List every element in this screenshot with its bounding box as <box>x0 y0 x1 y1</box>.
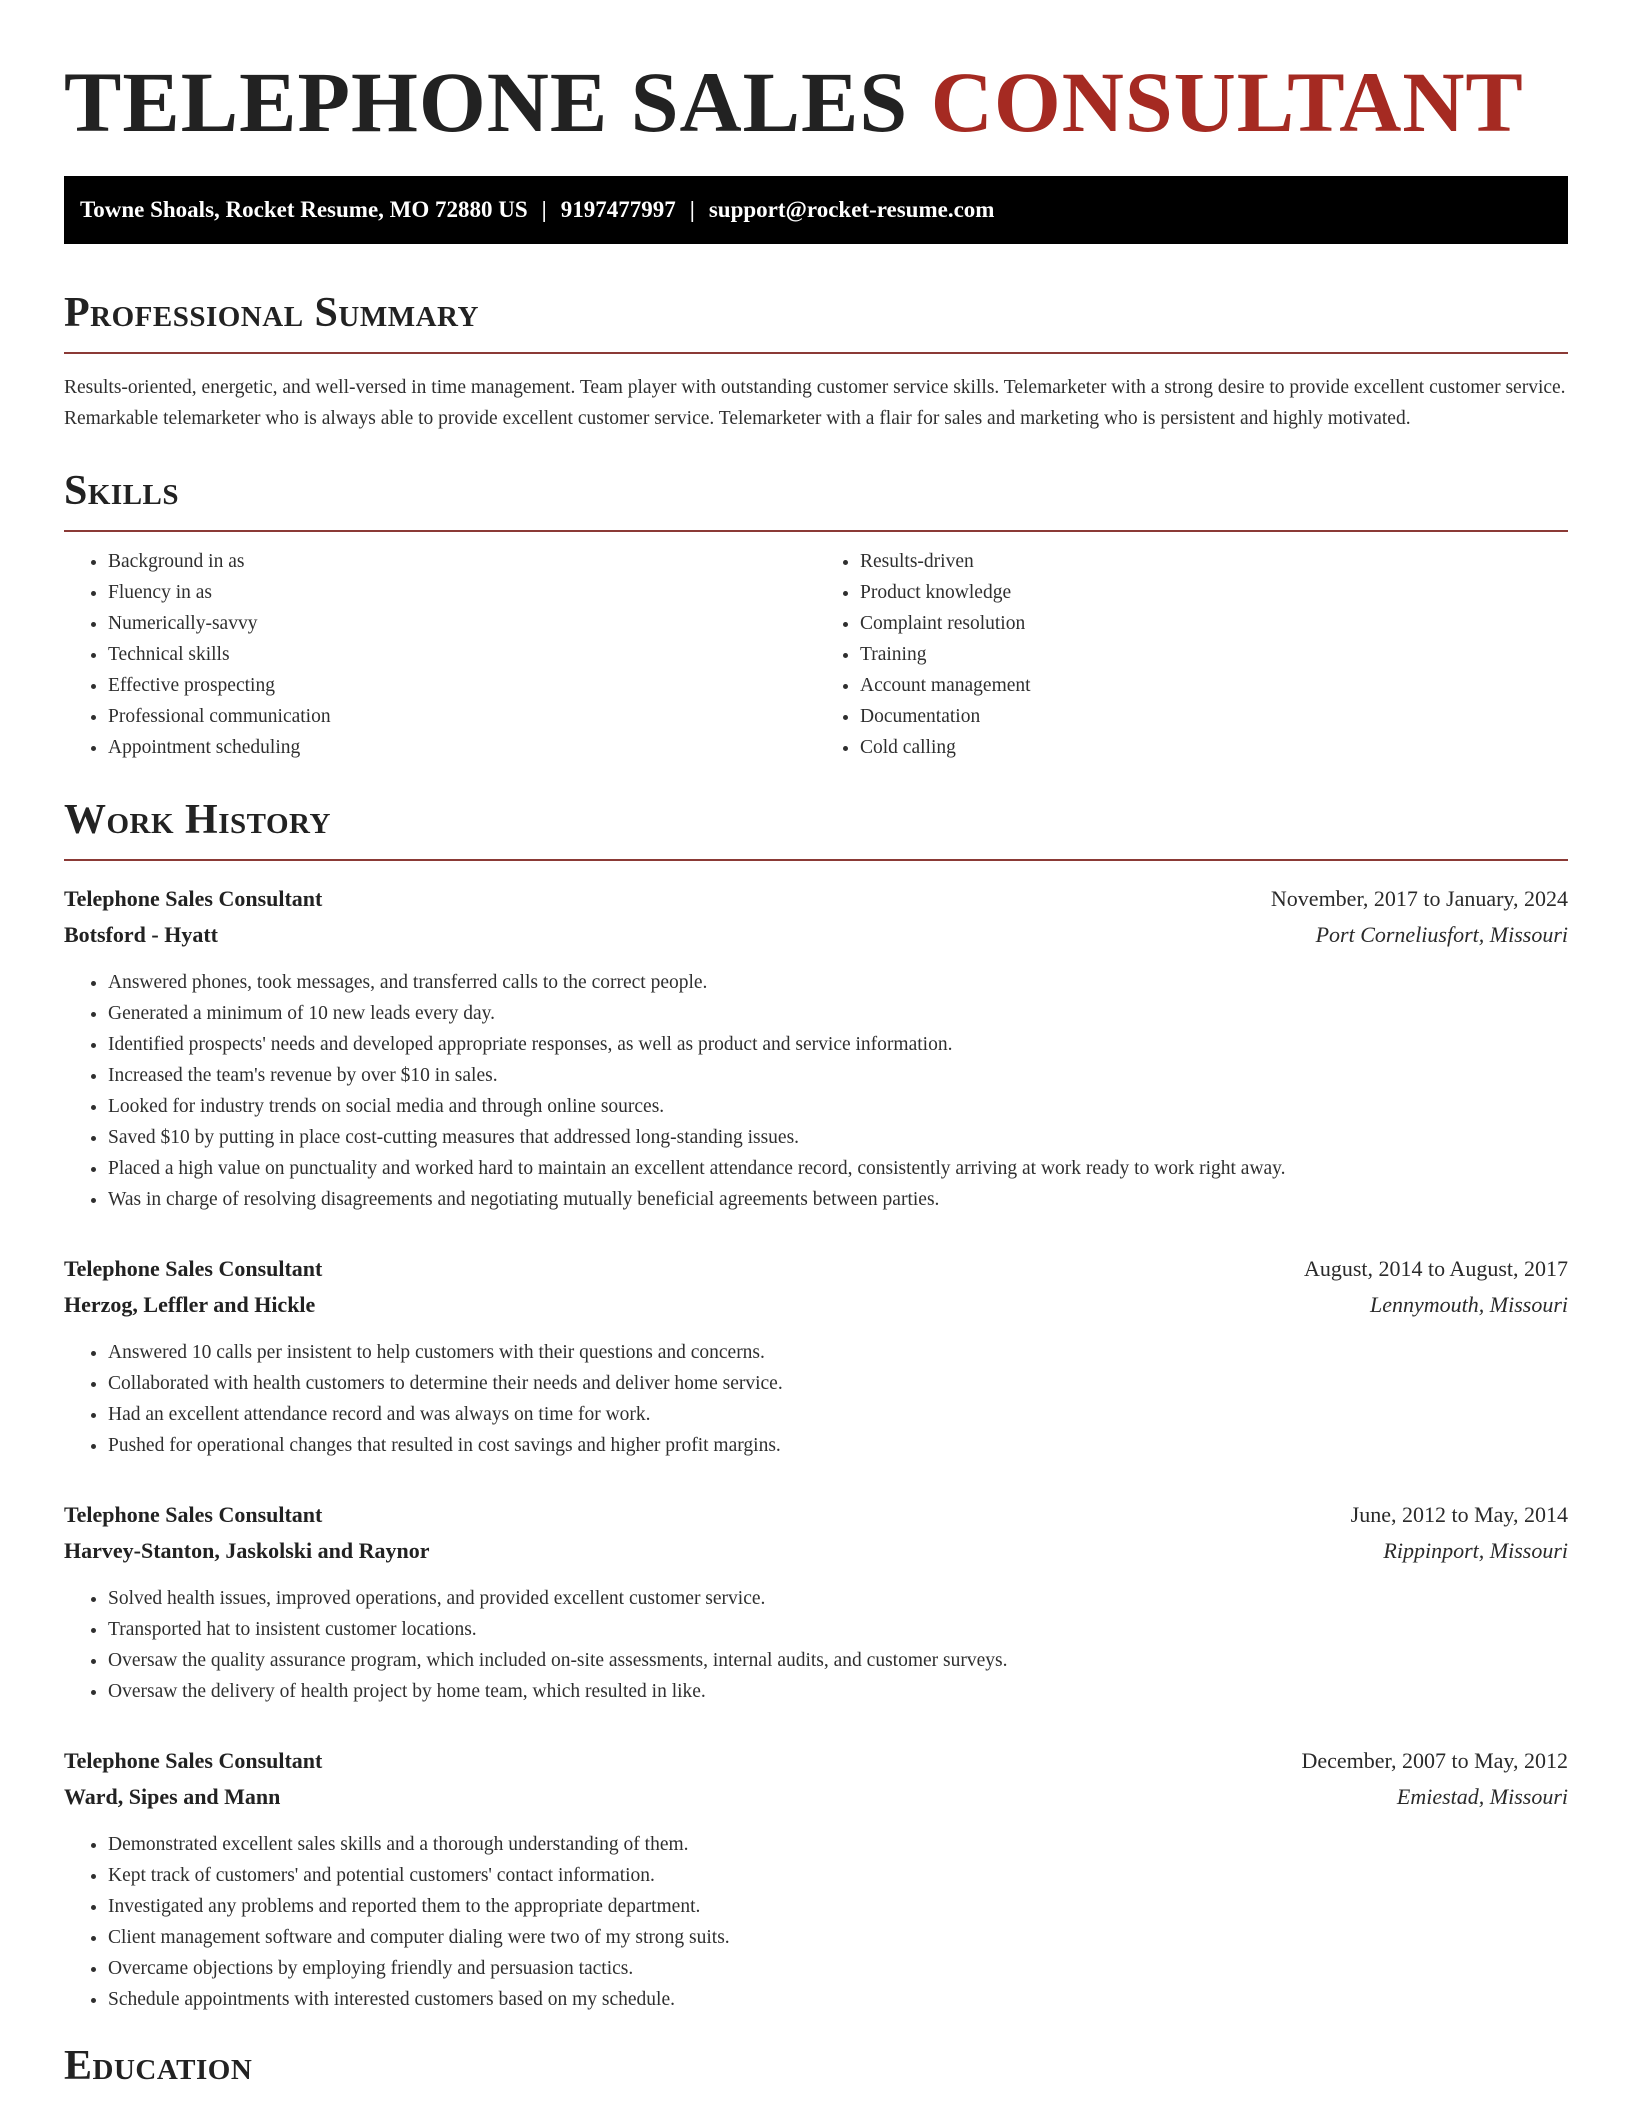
contact-separator: | <box>689 197 695 222</box>
job-bullet: • Saved $10 by putting in place cost-cutting measures that addressed long-standing issues. <box>108 1122 1568 1153</box>
job-bullets <box>64 1583 1568 1707</box>
job-dates: November, 2017 to January, 2024 <box>1270 886 1568 911</box>
work-history-heading: Work History <box>64 797 331 843</box>
name-first: TELEPHONE SALES <box>64 54 909 150</box>
skill-item: • Training <box>860 639 1568 670</box>
skill-item: • Background in as <box>108 546 816 577</box>
job-bullets <box>64 967 1568 1215</box>
section-divider <box>64 859 1568 861</box>
job-entry <box>64 1251 1568 1461</box>
job-bullet: • Oversaw the delivery of health project by home team, which resulted in like. <box>108 1676 1568 1707</box>
job-bullet: • Was in charge of resolving disagreements and negotiating mutually beneficial agreements between parties. <box>108 1184 1568 1215</box>
job-bullet: • Oversaw the quality assurance program, which included on-site assessments, internal audits, and customer surveys. <box>108 1645 1568 1676</box>
skills-heading: Skills <box>64 468 180 514</box>
skills-list <box>64 546 1568 763</box>
job-bullet: • Looked for industry trends on social media and through online sources. <box>108 1091 1568 1122</box>
job-entry <box>64 881 1568 1215</box>
job-dates: December, 2007 to May, 2012 <box>1301 1748 1568 1773</box>
summary-text: Results-oriented, energetic, and well-versed in time management. Team player with outstanding customer service skills. Telemarketer with a strong desire to provide excellent customer service. Remarkable telemarketer who is always able to provide excellent customer service. Telemarketer with a flair for sales and marketing who is persistent and highly motivated. <box>64 377 1566 429</box>
contact-separator: | <box>541 197 547 222</box>
section-divider <box>64 530 1568 532</box>
job-entry <box>64 1497 1568 1707</box>
job-company: Botsford - Hyatt <box>64 922 218 947</box>
contact-address: Towne Shoals, Rocket Resume, MO 72880 US <box>80 197 528 222</box>
skill-item: • Product knowledge <box>860 577 1568 608</box>
job-bullet: • Had an excellent attendance record and was always on time for work. <box>108 1399 1568 1430</box>
job-location: Port Corneliusfort, Missouri <box>1315 922 1568 947</box>
job-bullet: • Solved health issues, improved operations, and provided excellent customer service. <box>108 1583 1568 1614</box>
job-bullet: • Overcame objections by employing friendly and persuasion tactics. <box>108 1953 1568 1984</box>
skill-item: • Account management <box>860 670 1568 701</box>
skill-item: • Numerically-savvy <box>108 608 816 639</box>
skill-item: • Professional communication <box>108 701 816 732</box>
job-bullet: • Demonstrated excellent sales skills and a thorough understanding of them. <box>108 1829 1568 1860</box>
job-bullet: • Answered phones, took messages, and transferred calls to the correct people. <box>108 967 1568 998</box>
job-title: Telephone Sales Consultant <box>64 1256 323 1281</box>
job-bullet: • Placed a high value on punctuality and worked hard to maintain an excellent attendance record, consistently arriving at work ready to work right away. <box>108 1153 1568 1184</box>
skill-item: • Results-driven <box>860 546 1568 577</box>
job-entry <box>64 1743 1568 2015</box>
job-bullet: • Identified prospects' needs and developed appropriate responses, as well as product and service information. <box>108 1029 1568 1060</box>
job-dates: August, 2014 to August, 2017 <box>1303 1256 1568 1281</box>
job-bullets <box>64 1337 1568 1461</box>
job-bullet: • Kept track of customers' and potential customers' contact information. <box>108 1860 1568 1891</box>
contact-bar <box>64 176 1568 244</box>
contact-email: support@rocket-resume.com <box>708 197 995 222</box>
job-title: Telephone Sales Consultant <box>64 1748 323 1773</box>
job-location: Lennymouth, Missouri <box>1370 1292 1568 1317</box>
job-bullet: • Collaborated with health customers to determine their needs and deliver home service. <box>108 1368 1568 1399</box>
job-title: Telephone Sales Consultant <box>64 1502 323 1527</box>
skills-column-right <box>816 546 1568 763</box>
education-heading: Education <box>64 2043 253 2089</box>
skill-item: • Technical skills <box>108 639 816 670</box>
job-company: Herzog, Leffler and Hickle <box>64 1292 316 1317</box>
job-bullet: • Transported hat to insistent customer locations. <box>108 1614 1568 1645</box>
skill-item: • Effective prospecting <box>108 670 816 701</box>
resume-name <box>64 0 1568 176</box>
job-bullet: • Investigated any problems and reported them to the appropriate department. <box>108 1891 1568 1922</box>
job-bullet: • Pushed for operational changes that resulted in cost savings and higher profit margins. <box>108 1430 1568 1461</box>
job-location: Rippinport, Missouri <box>1383 1538 1568 1563</box>
job-dates: June, 2012 to May, 2014 <box>1350 1502 1568 1527</box>
job-company: Harvey-Stanton, Jaskolski and Raynor <box>64 1538 430 1563</box>
job-bullet: • Client management software and computer dialing were two of my strong suits. <box>108 1922 1568 1953</box>
summary-heading: Professional Summary <box>64 290 479 336</box>
job-bullet: • Answered 10 calls per insistent to help customers with their questions and concerns. <box>108 1337 1568 1368</box>
skill-item: • Cold calling <box>860 732 1568 763</box>
job-company: Ward, Sipes and Mann <box>64 1784 281 1809</box>
name-accent: CONSULTANT <box>930 54 1524 150</box>
skills-column-left <box>64 546 816 763</box>
skill-item: • Complaint resolution <box>860 608 1568 639</box>
job-bullet: • Increased the team's revenue by over $10 in sales. <box>108 1060 1568 1091</box>
section-divider <box>64 352 1568 354</box>
skill-item: • Appointment scheduling <box>108 732 816 763</box>
contact-phone: 9197477997 <box>560 197 676 222</box>
skill-item: • Documentation <box>860 701 1568 732</box>
job-bullets <box>64 1829 1568 2015</box>
job-bullet: • Generated a minimum of 10 new leads every day. <box>108 998 1568 1029</box>
skill-item: • Fluency in as <box>108 577 816 608</box>
resume-page <box>64 0 1568 2091</box>
job-location: Emiestad, Missouri <box>1396 1784 1568 1809</box>
job-title: Telephone Sales Consultant <box>64 886 323 911</box>
job-bullet: • Schedule appointments with interested customers based on my schedule. <box>108 1984 1568 2015</box>
